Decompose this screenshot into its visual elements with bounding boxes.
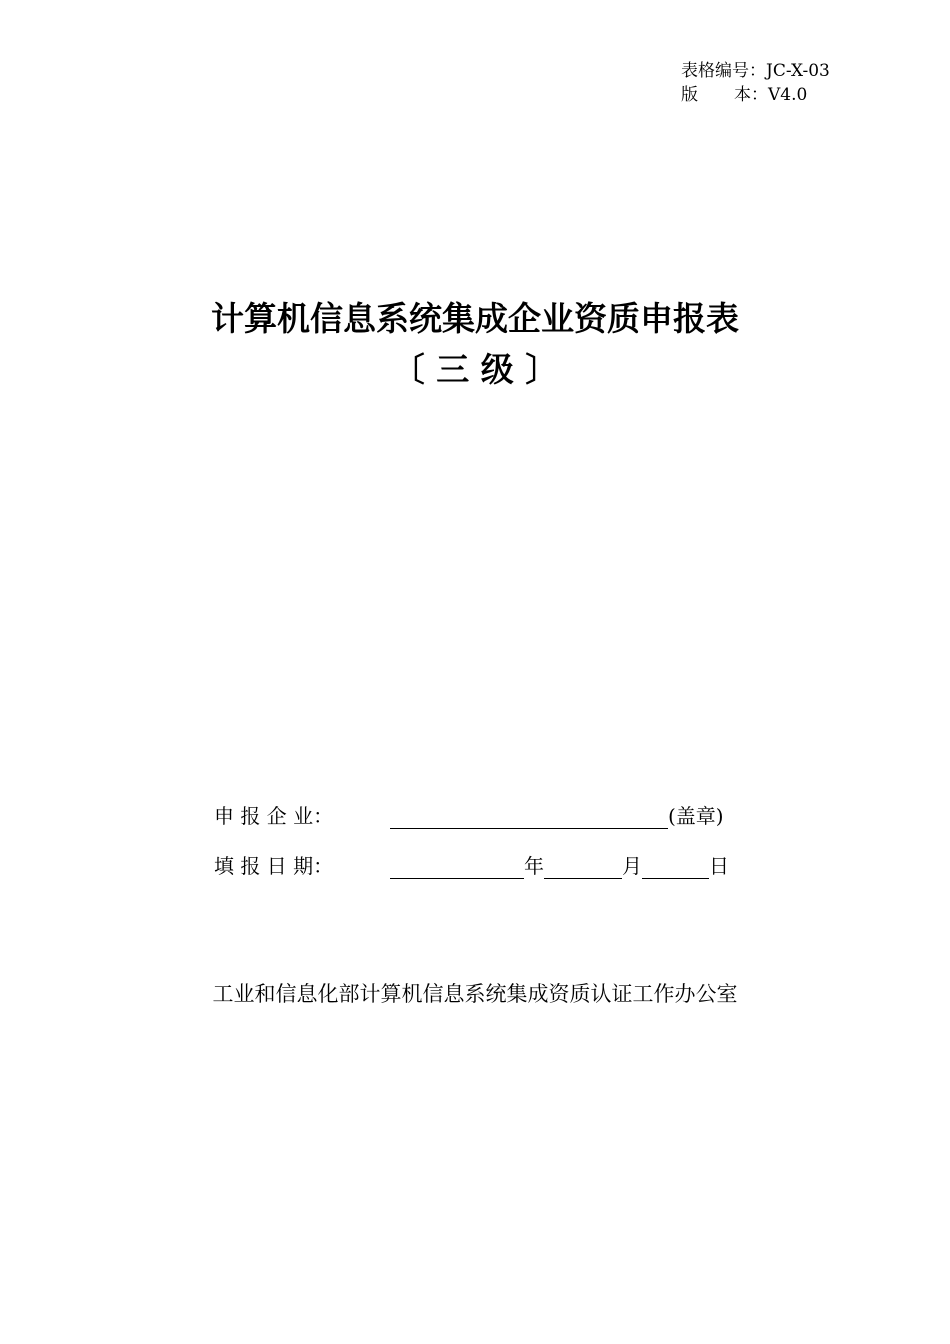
form-number-label: 表格编号： — [681, 61, 766, 81]
day-label: 日 — [709, 854, 729, 878]
version-value: V4.0 — [768, 85, 808, 105]
form-version — [681, 83, 830, 107]
date-label: 填 报 日 期： — [214, 854, 334, 878]
form-number — [681, 59, 830, 83]
month-field[interactable] — [544, 856, 622, 879]
month-label: 月 — [622, 854, 642, 878]
qualification-level: 〔 三 级 〕 — [391, 350, 559, 389]
company-seal-note: (盖章) — [668, 804, 724, 828]
company-field[interactable] — [390, 806, 668, 829]
version-label-a: 版 — [681, 85, 698, 105]
date-line — [214, 850, 729, 879]
version-label-b: 本： — [734, 85, 768, 105]
company-label: 申 报 企 业： — [214, 804, 334, 828]
year-field[interactable] — [390, 856, 524, 879]
form-meta — [681, 59, 830, 107]
day-field[interactable] — [642, 856, 709, 879]
form-number-value: JC-X-03 — [766, 61, 830, 81]
year-label: 年 — [524, 854, 544, 878]
issuing-office: 工业和信息化部计算机信息系统集成资质认证工作办公室 — [212, 982, 738, 1006]
company-line — [214, 800, 724, 829]
page-title: 计算机信息系统集成企业资质申报表 — [211, 299, 739, 338]
